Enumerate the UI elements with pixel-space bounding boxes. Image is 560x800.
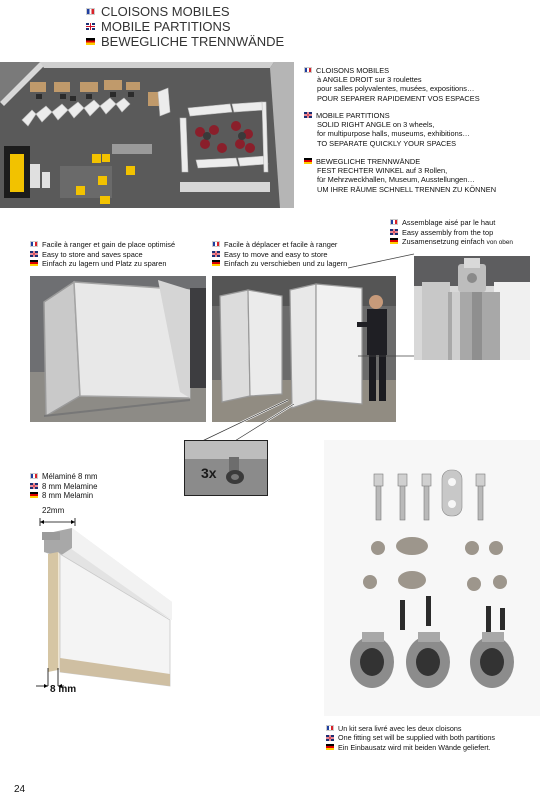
germany-flag-icon: [212, 260, 220, 266]
profile-width-label: 22mm: [42, 506, 65, 515]
france-flag-icon: [304, 67, 312, 73]
uk-flag-icon: [390, 229, 398, 235]
france-flag-icon: [390, 219, 398, 225]
wheel-closeup-photo: [184, 440, 268, 496]
uk-flag-icon: [30, 251, 38, 257]
germany-flag-icon: [86, 38, 95, 45]
header-de: BEWEGLICHE TRENNWÄNDE: [86, 34, 284, 49]
germany-flag-icon: [304, 158, 312, 164]
uk-flag-icon: [30, 483, 38, 489]
intro-en: MOBILE PARTITIONS SOLID RIGHT ANGLE on 3 wheels, for multipurpose halls, museums, exhibitions… TO SEPARATE QUICKLY YOUR SPACES: [304, 111, 470, 148]
uk-flag-icon: [304, 112, 312, 118]
uk-flag-icon: [86, 23, 95, 30]
assembly-caption: Assemblage aisé par le haut Easy assembly from the top Zusamensetzung einfach von oben: [390, 218, 513, 248]
germany-flag-icon: [326, 744, 334, 750]
header-en: MOBILE PARTITIONS: [86, 19, 284, 34]
wheel-count-label: 3x: [201, 465, 217, 481]
moving-caption: Facile à déplacer et facile à ranger Easy to move and easy to store Einfach zu verschieben und zu lagern: [212, 240, 347, 269]
kit-caption: Un kit sera livré avec les deux cloisons One fitting set will be supplied with both partitions Ein Einbausatz wird mit beiden Wände geliefert.: [326, 724, 495, 752]
room-render-image: [0, 62, 294, 208]
france-flag-icon: [30, 473, 38, 479]
callout-lines: [346, 252, 416, 362]
hinge-closeup-photo: [414, 256, 530, 360]
intro-fr: CLOISONS MOBILES à ANGLE DROIT sur 3 roulettes pour salles polyvalentes, musées, expositions… POUR SEPARER RAPIDEMENT VOS ESPACES: [304, 66, 480, 103]
germany-flag-icon: [30, 260, 38, 266]
france-flag-icon: [86, 8, 95, 15]
fitting-set-photo: [324, 440, 540, 716]
profile-diagram: [30, 508, 180, 698]
france-flag-icon: [326, 725, 334, 731]
france-flag-icon: [30, 241, 38, 247]
germany-flag-icon: [30, 492, 38, 498]
uk-flag-icon: [212, 251, 220, 257]
header-fr: CLOISONS MOBILES: [86, 4, 284, 19]
germany-flag-icon: [390, 238, 398, 244]
storage-caption: Facile à ranger et gain de place optimisé Easy to store and saves space Einfach zu lagern und Platz zu sparen: [30, 240, 175, 269]
melamine-caption: Mélaminé 8 mm 8 mm Melamine 8 mm Melamin: [30, 472, 97, 501]
uk-flag-icon: [326, 735, 334, 741]
page-number: 24: [14, 784, 26, 795]
panel-thickness-label: 8 mm: [50, 684, 77, 695]
page-header: [86, 4, 284, 49]
france-flag-icon: [212, 241, 220, 247]
intro-de: BEWEGLICHE TRENNWÄNDE FEST RECHTER WINKEL auf 3 Rollen, für Mehrzweckhallen, Museum, Ausstellungen… UM IHRE RÄUME SCHNELL TRENNEN ZU KÖNNEN: [304, 157, 496, 194]
